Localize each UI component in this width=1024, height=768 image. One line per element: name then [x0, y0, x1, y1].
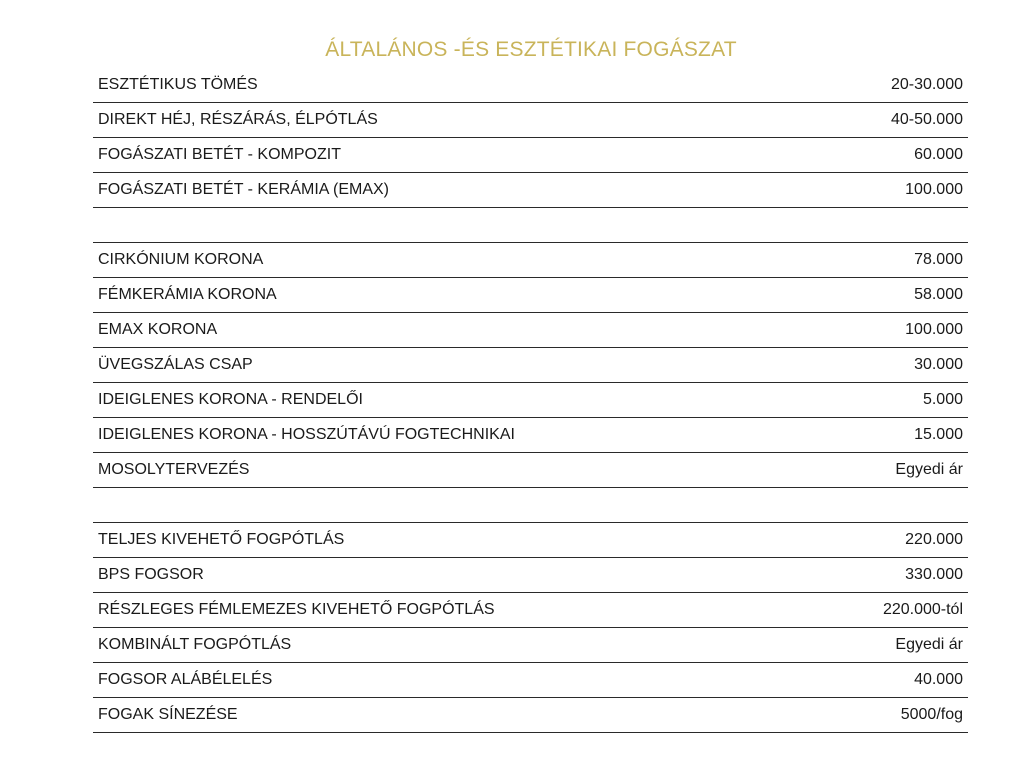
service-price: Egyedi ár — [895, 461, 963, 478]
service-name: IDEIGLENES KORONA - HOSSZÚTÁVÚ FOGTECHNIKAI — [98, 426, 515, 443]
service-name: FOGÁSZATI BETÉT - KERÁMIA (EMAX) — [98, 181, 389, 198]
service-price: 220.000 — [905, 531, 963, 548]
service-name: KOMBINÁLT FOGPÓTLÁS — [98, 636, 292, 653]
service-price: 15.000 — [914, 426, 963, 443]
table-row — [93, 278, 968, 313]
table-row — [93, 348, 968, 383]
service-price: 20-30.000 — [890, 76, 963, 93]
table-row — [93, 558, 968, 593]
service-price: 5000/fog — [900, 706, 963, 723]
service-name: FÉMKERÁMIA KORONA — [98, 286, 277, 303]
service-name: ÜVEGSZÁLAS CSAP — [98, 356, 253, 373]
service-name: FOGSOR ALÁBÉLELÉS — [98, 671, 273, 688]
service-price: 78.000 — [914, 251, 963, 268]
price-table — [93, 68, 968, 733]
table-row — [93, 313, 968, 348]
service-price: 40-50.000 — [890, 111, 963, 128]
service-price: 40.000 — [914, 671, 963, 688]
table-row — [93, 418, 968, 453]
table-row — [93, 103, 968, 138]
service-price: 100.000 — [905, 181, 963, 198]
table-row — [93, 698, 968, 733]
service-price: 220.000-tól — [882, 601, 963, 618]
table-row — [93, 593, 968, 628]
service-name: EMAX KORONA — [98, 321, 218, 338]
service-name: RÉSZLEGES FÉMLEMEZES KIVEHETŐ FOGPÓTLÁS — [98, 601, 495, 618]
table-row — [93, 68, 968, 103]
table-row — [93, 243, 968, 278]
page-title: ÁLTALÁNOS -ÉS ESZTÉTIKAI FOGÁSZAT — [325, 38, 737, 61]
table-row — [93, 138, 968, 173]
section-divider — [93, 208, 968, 243]
service-name: FOGÁSZATI BETÉT - KOMPOZIT — [98, 146, 341, 163]
table-row — [93, 453, 968, 488]
service-price: 58.000 — [914, 286, 963, 303]
service-name: MOSOLYTERVEZÉS — [98, 461, 250, 478]
service-name: DIREKT HÉJ, RÉSZÁRÁS, ÉLPÓTLÁS — [98, 111, 378, 128]
table-row — [93, 383, 968, 418]
service-name: ESZTÉTIKUS TÖMÉS — [98, 76, 258, 93]
service-price: 60.000 — [914, 146, 963, 163]
service-price: 30.000 — [914, 356, 963, 373]
table-row — [93, 628, 968, 663]
section-divider — [93, 488, 968, 523]
service-name: BPS FOGSOR — [98, 566, 204, 583]
service-name: TELJES KIVEHETŐ FOGPÓTLÁS — [98, 531, 345, 548]
service-price: 330.000 — [905, 566, 963, 583]
service-price: Egyedi ár — [895, 636, 963, 653]
table-row — [93, 663, 968, 698]
service-name: CIRKÓNIUM KORONA — [98, 251, 264, 268]
service-name: IDEIGLENES KORONA - RENDELŐI — [98, 391, 363, 408]
table-row — [93, 173, 968, 208]
service-price: 100.000 — [905, 321, 963, 338]
table-row — [93, 523, 968, 558]
service-price: 5.000 — [922, 391, 963, 408]
service-name: FOGAK SÍNEZÉSE — [98, 706, 238, 723]
